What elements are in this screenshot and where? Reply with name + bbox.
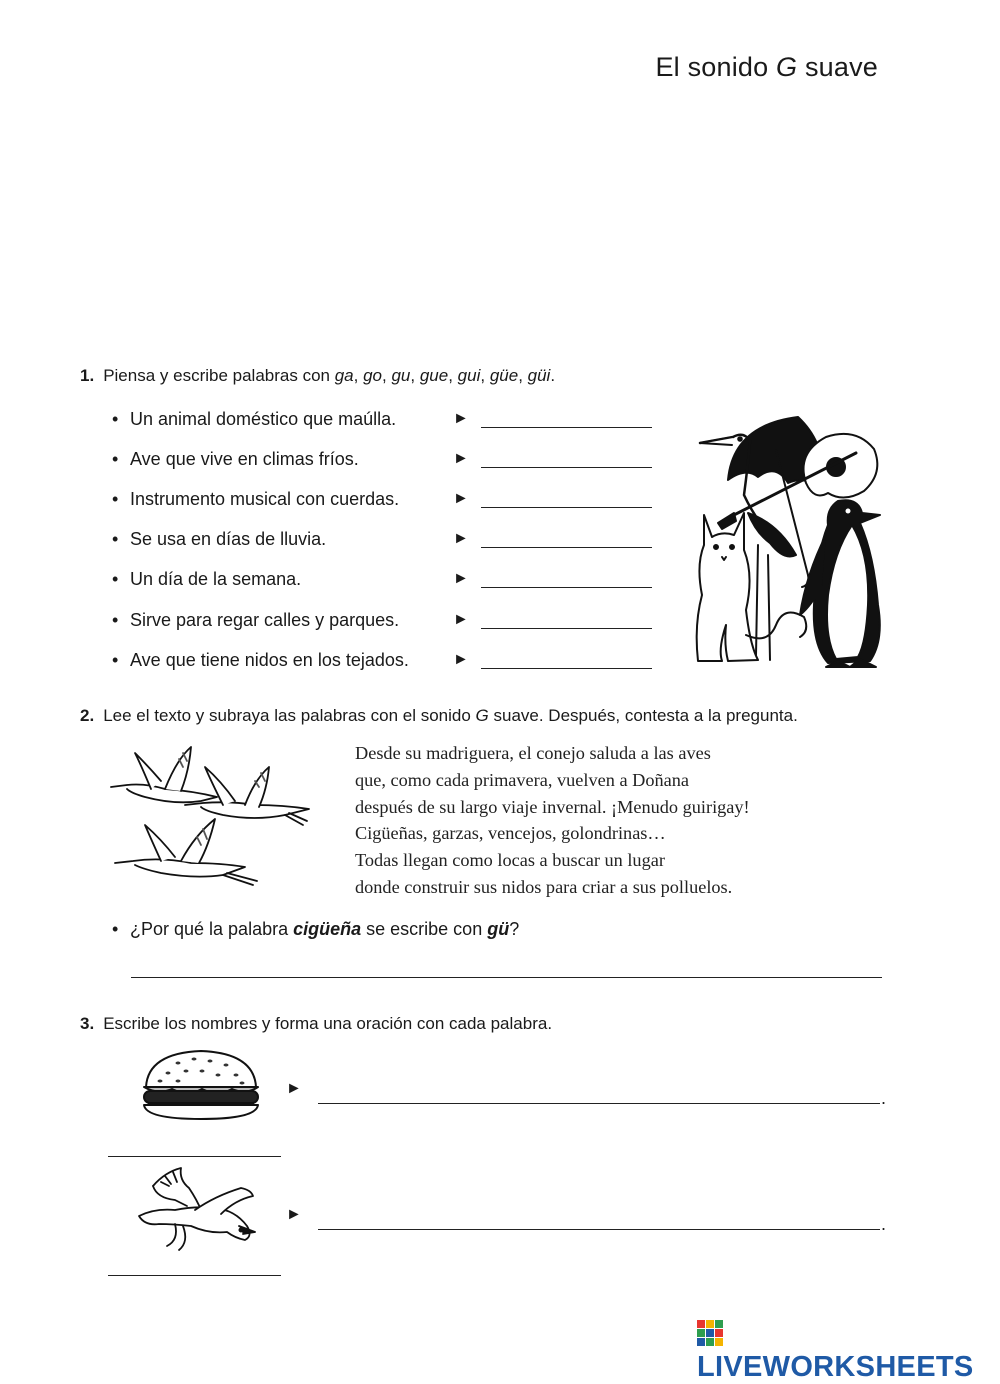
- reading-passage: [355, 740, 815, 901]
- question-2-heading: 2. Lee el texto y subraya las palabras con el sonido G suave. Después, contesta a la pregunta.: [80, 706, 798, 725]
- arrow-icon: ►: [453, 530, 469, 547]
- period-mark: .: [881, 1088, 887, 1108]
- arrow-icon: ►: [453, 450, 469, 467]
- answer-field[interactable]: [481, 427, 652, 428]
- question-number: 1.: [80, 366, 95, 385]
- liveworksheets-logo: LIVEWORKSHEETS: [697, 1318, 1000, 1384]
- arrow-icon: ►: [286, 1080, 302, 1097]
- list-item: • Un día de la semana.: [112, 569, 302, 589]
- list-item: • Sirve para regar calles y parques.: [112, 610, 400, 630]
- arrow-icon: ►: [453, 490, 469, 507]
- question-prompt: • ¿Por qué la palabra cigüeña se escribe con gü?: [112, 919, 520, 939]
- answer-field[interactable]: [481, 587, 652, 588]
- answer-field[interactable]: [481, 628, 652, 629]
- liveworksheets-logo-icon: [697, 1320, 723, 1346]
- list-item: • Un animal doméstico que maúlla.: [112, 409, 397, 429]
- arrow-icon: ►: [453, 570, 469, 587]
- passage-line: Todas llegan como locas a buscar un lugar: [355, 850, 665, 871]
- sentence-field[interactable]: [318, 1229, 880, 1230]
- list-item: • Se usa en días de lluvia.: [112, 529, 327, 549]
- hamburger-icon: [138, 1047, 264, 1123]
- question-3-heading: 3. Escribe los nombres y forma una oración con cada palabra.: [80, 1014, 553, 1033]
- passage-line: que, como cada primavera, vuelven a Doñana: [355, 769, 689, 790]
- arrow-icon: ►: [286, 1206, 302, 1223]
- answer-field[interactable]: [108, 1275, 281, 1276]
- seagull-icon: [135, 1166, 260, 1254]
- arrow-icon: ►: [453, 611, 469, 628]
- list-item: • Ave que tiene nidos en los tejados.: [112, 650, 409, 670]
- arrow-icon: ►: [453, 651, 469, 668]
- period-mark: .: [881, 1214, 887, 1234]
- answer-field[interactable]: [481, 547, 652, 548]
- question-number: 2.: [80, 706, 95, 725]
- page-title: El sonido G suave: [655, 52, 878, 82]
- passage-line: después de su largo viaje invernal. ¡Menudo guirigay!: [355, 796, 750, 817]
- storks-illustration: [105, 745, 315, 895]
- sentence-field[interactable]: [318, 1103, 880, 1104]
- passage-line: Cigüeñas, garzas, vencejos, golondrinas…: [355, 823, 666, 844]
- animals-illustration: [688, 405, 890, 670]
- answer-field[interactable]: [108, 1156, 281, 1157]
- arrow-icon: ►: [453, 410, 469, 427]
- list-item: • Instrumento musical con cuerdas.: [112, 489, 400, 509]
- answer-field[interactable]: [481, 668, 652, 669]
- answer-field[interactable]: [131, 977, 882, 978]
- question-number: 3.: [80, 1014, 95, 1033]
- answer-field[interactable]: [481, 507, 652, 508]
- list-item: • Ave que vive en climas fríos.: [112, 449, 359, 469]
- answer-field[interactable]: [481, 467, 652, 468]
- passage-line: donde construir sus nidos para criar a sus polluelos.: [355, 876, 733, 897]
- question-1-heading: 1. Piensa y escribe palabras con ga, go, gu, gue, gui, güe, güi.: [80, 366, 556, 385]
- passage-line: Desde su madriguera, el conejo saluda a las aves: [355, 743, 711, 763]
